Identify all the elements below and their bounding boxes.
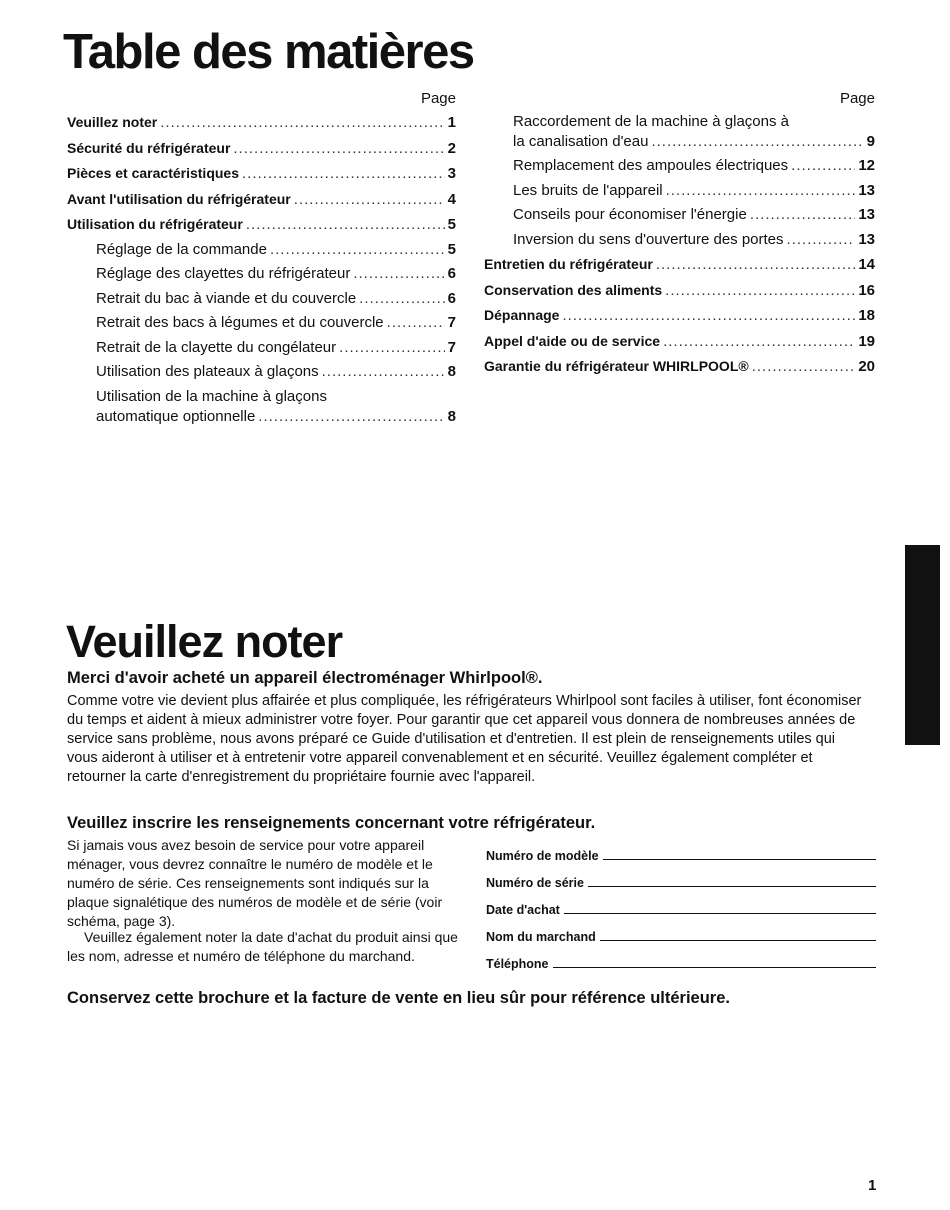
- toc-entry-page: 19: [858, 332, 875, 350]
- toc-entry[interactable]: [67, 360, 456, 385]
- toc-entry-page: 8: [447, 407, 456, 425]
- toc-entry-page: 16: [858, 281, 875, 299]
- toc-entry-page: 6: [447, 289, 456, 307]
- toc-page-header-left: Page: [420, 90, 456, 107]
- toc-entry-page: 5: [447, 216, 456, 233]
- toc-entry[interactable]: [484, 252, 875, 278]
- dealer-name-line[interactable]: [600, 940, 876, 941]
- toc-entry-label: Veuillez noter: [67, 114, 158, 130]
- toc-entry-label: Réglage des clayettes du réfrigérateur: [96, 265, 351, 282]
- toc-leader-dots: [387, 311, 445, 336]
- toc-entry[interactable]: [67, 385, 456, 429]
- toc-entry-label: Retrait de la clayette du congélateur: [96, 338, 337, 356]
- toc-leader-dots: [258, 407, 444, 427]
- toc-entry[interactable]: [67, 336, 456, 361]
- toc-leader-dots: [233, 137, 444, 162]
- toc-leader-dots: [666, 179, 856, 204]
- toc-entry[interactable]: [67, 212, 456, 238]
- model-number-label: Numéro de modèle: [486, 849, 599, 863]
- toc-leader-dots: [270, 238, 445, 263]
- toc-leader-dots: [339, 336, 445, 361]
- serial-number-field[interactable]: [486, 863, 876, 890]
- toc-entry-label: Inversion du sens d'ouverture des portes: [513, 230, 784, 248]
- phone-field[interactable]: [486, 944, 876, 971]
- toc-entry-label-line1: Utilisation de la machine à glaçons: [96, 387, 327, 405]
- toc-entry-page: 2: [447, 139, 456, 157]
- toc-leader-dots: [651, 132, 863, 152]
- toc-entry[interactable]: [484, 278, 875, 304]
- model-number-field[interactable]: [486, 836, 876, 863]
- toc-leader-dots: [359, 287, 445, 312]
- toc-entry-label: la canalisation d'eau: [513, 133, 649, 150]
- toc-entry-page: 13: [858, 181, 875, 199]
- toc-entry-page: 7: [447, 314, 456, 331]
- serial-number-label: Numéro de série: [486, 876, 584, 890]
- toc-entry[interactable]: [67, 110, 456, 136]
- toc-entry-page: 5: [447, 240, 456, 258]
- toc-entry-page: 4: [447, 190, 456, 208]
- toc-leader-dots: [663, 330, 855, 355]
- toc-entry-page: 9: [866, 133, 875, 150]
- toc-entry-page: 12: [858, 157, 875, 174]
- toc-entry[interactable]: [484, 228, 875, 253]
- phone-line[interactable]: [553, 967, 876, 968]
- intro-paragraph: Comme votre vie devient plus affairée et plus compliquée, les réfrigérateurs Whirlpool sont faciles à utiliser, font économiser du temps et aident à mieux administrer votre foyer. Pour garantir que cet appareil vous donnera de nombreuses années de service sans problème, nous avons préparé ce Guide d'utilisation et d'entretien. Il est plein de renseignements utiles qui vous aideront à utiliser et à entretenir votre appareil convenablement et en sécurité. Veuillez également compléter et retourner la carte d'enregistrement du propriétaire fournie avec l'appareil.: [67, 693, 862, 785]
- toc-entry-label: Réglage de la commande: [96, 240, 267, 258]
- record-info-subheading: Veuillez inscrire les renseignements concernant votre réfrigérateur.: [67, 814, 596, 832]
- toc-entry[interactable]: [484, 303, 875, 329]
- keep-brochure-notice: Conservez cette brochure et la facture de vente en lieu sûr pour référence ultérieure.: [67, 989, 730, 1007]
- toc-entry[interactable]: [484, 154, 875, 179]
- toc-entry-label: Retrait du bac à viande et du couvercle: [96, 289, 357, 307]
- toc-entry[interactable]: [484, 203, 875, 228]
- toc-entry[interactable]: [67, 287, 456, 312]
- toc-entry-label-line1: Raccordement de la machine à glaçons à: [513, 113, 789, 130]
- toc-leader-dots: [562, 304, 855, 329]
- toc-entry-label: Utilisation des plateaux à glaçons: [96, 363, 319, 380]
- model-number-line[interactable]: [603, 859, 876, 860]
- service-paragraph: Si jamais vous avez besoin de service pour votre appareil ménager, vous devrez connaître le numéro de modèle et le numéro de série. Ces renseignements sont indiqués sur la plaque signalétique des numéros de modèle et de série (voir schéma, page 3).: [67, 837, 443, 929]
- toc-left-column: [67, 88, 456, 429]
- serial-number-line[interactable]: [588, 886, 876, 887]
- toc-title: Table des matières: [63, 25, 474, 79]
- toc-entry-page: 3: [447, 165, 456, 182]
- toc-entry-page: 7: [447, 338, 456, 356]
- toc-entry-label: Sécurité du réfrigérateur: [67, 139, 231, 156]
- toc-entry-label: Retrait des bacs à légumes et du couvercle: [96, 314, 384, 331]
- toc-entry-label: Appel d'aide ou de service: [484, 332, 661, 349]
- toc-entry[interactable]: [67, 311, 456, 336]
- toc-entry[interactable]: [67, 262, 456, 287]
- toc-leader-dots: [242, 162, 445, 187]
- toc-entry[interactable]: [484, 329, 875, 355]
- toc-leader-dots: [656, 253, 855, 278]
- toc-entry-label: Les bruits de l'appareil: [513, 181, 663, 199]
- toc-entry-label: Garantie du réfrigérateur WHIRLPOOL®: [484, 358, 749, 374]
- toc-entry-label: Utilisation du réfrigérateur: [67, 216, 243, 232]
- toc-entry-label: Dépannage: [484, 307, 560, 323]
- toc-entry-page: 13: [858, 230, 875, 248]
- toc-entry[interactable]: [484, 179, 875, 204]
- toc-entry-label: Conservation des aliments: [484, 281, 663, 298]
- page-number: 1: [868, 1177, 877, 1194]
- thanks-subheading: Merci d'avoir acheté un appareil électroménager Whirlpool®.: [67, 669, 543, 687]
- toc-entry-label: Remplacement des ampoules électriques: [513, 157, 789, 174]
- toc-leader-dots: [787, 228, 856, 253]
- toc-leader-dots: [791, 154, 855, 179]
- toc-entry-page: 1: [447, 114, 456, 131]
- toc-entry[interactable]: [484, 354, 875, 380]
- dealer-name-label: Nom du marchand: [486, 930, 596, 944]
- purchase-date-paragraph: Veuillez également noter la date d'achat du produit ainsi que les nom, adresse et numéro de téléphone du marchand.: [67, 929, 458, 964]
- toc-entry-label: Entretien du réfrigérateur: [484, 256, 653, 272]
- toc-entry[interactable]: [67, 136, 456, 162]
- toc-entry-page: 13: [858, 206, 875, 223]
- toc-leader-dots: [160, 111, 444, 136]
- toc-leader-dots: [246, 213, 445, 238]
- toc-entry-label: Pièces et caractéristiques: [67, 165, 239, 181]
- purchase-date-field[interactable]: [486, 890, 876, 917]
- toc-leader-dots: [294, 188, 445, 213]
- toc-entry-label: Avant l'utilisation du réfrigérateur: [67, 190, 291, 207]
- toc-leader-dots: [752, 355, 856, 380]
- toc-leader-dots: [353, 262, 444, 287]
- toc-entry-page: 6: [447, 265, 456, 282]
- notice-title: Veuillez noter: [66, 616, 343, 667]
- toc-entry[interactable]: [67, 187, 456, 213]
- toc-entry-page: 14: [858, 256, 875, 273]
- toc-entry[interactable]: [67, 161, 456, 187]
- purchase-date-line[interactable]: [564, 913, 876, 914]
- section-tab-marker: [905, 545, 940, 745]
- dealer-name-field[interactable]: [486, 917, 876, 944]
- toc-entry-page: 20: [858, 358, 875, 375]
- toc-leader-dots: [322, 360, 445, 385]
- product-info-form: [486, 836, 876, 971]
- toc-page-header-right: Page: [839, 90, 875, 107]
- toc-entry[interactable]: [67, 238, 456, 263]
- toc-entry-label: Conseils pour économiser l'énergie: [513, 206, 747, 223]
- toc-right-column: [484, 88, 875, 380]
- toc-entry-page: 8: [447, 363, 456, 380]
- toc-entry-page: 18: [858, 307, 875, 324]
- toc-entry-label: automatique optionnelle: [96, 407, 256, 425]
- purchase-date-label: Date d'achat: [486, 903, 560, 917]
- toc-leader-dots: [665, 279, 855, 304]
- phone-label: Téléphone: [486, 957, 549, 971]
- toc-entry[interactable]: [484, 110, 875, 154]
- toc-leader-dots: [750, 203, 855, 228]
